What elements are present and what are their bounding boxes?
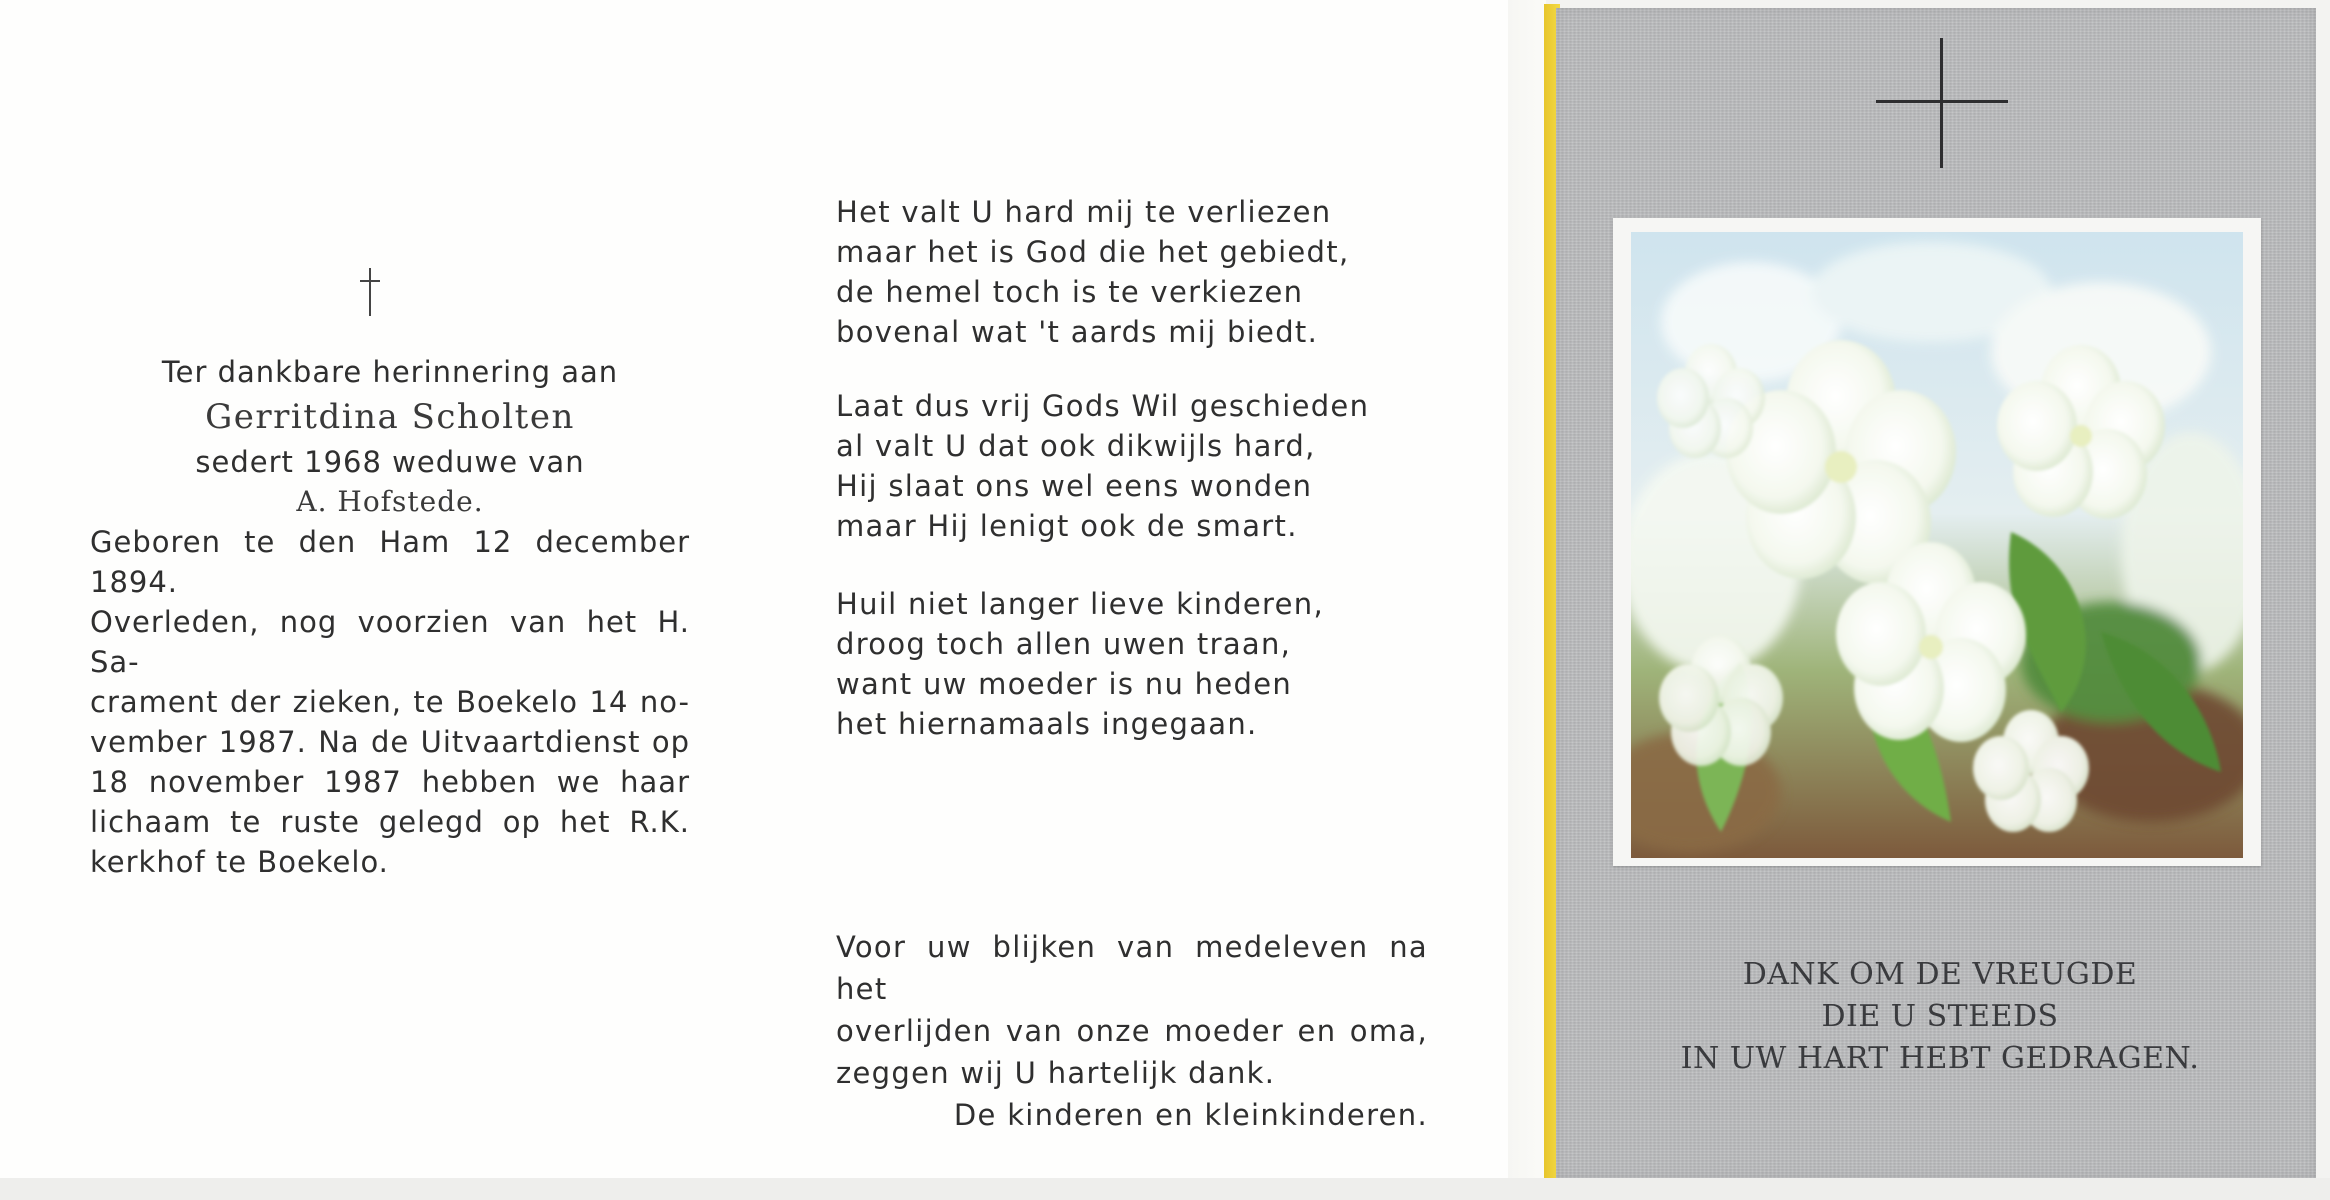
poem-line: Huil niet langer lieve kinderen, — [836, 587, 1324, 621]
signature: De kinderen en kleinkinderen. — [953, 1098, 1428, 1132]
thanks-line: zeggen wij U hartelijk dank. — [836, 1056, 1276, 1090]
poem-stanza — [836, 584, 1436, 744]
poem-line: al valt U dat ook dikwijls hard, — [836, 429, 1316, 463]
poem-line: droog toch allen uwen traan, — [836, 627, 1292, 661]
card-fold — [1508, 0, 1546, 1178]
bio-line: crament der zieken, te Boekelo 14 no- — [90, 685, 690, 719]
widow-line: sedert 1968 weduwe van — [195, 445, 585, 479]
cross-icon — [358, 268, 382, 316]
poem-line: Hij slaat ons wel eens wonden — [836, 469, 1313, 503]
scan-background — [0, 1178, 2330, 1200]
bio-line: Geboren te den Ham 12 december 1894. — [90, 525, 690, 599]
poem-line: maar Hij lenigt ook de smart. — [836, 509, 1298, 543]
blossom-photo-icon — [1631, 232, 2243, 858]
motto-line: IN UW HART HEBT GEDRAGEN. — [1680, 1041, 2200, 1076]
thanks-text — [836, 926, 1428, 1136]
motto-line: DANK OM DE VREUGDE — [1742, 957, 2138, 992]
bio-line: vember 1987. Na de Uitvaartdienst op — [90, 725, 690, 759]
poem-line: bovenal wat 't aards mij biedt. — [836, 315, 1319, 349]
poem-line: het hiernamaals ingegaan. — [836, 707, 1258, 741]
cover-motto — [1600, 954, 2280, 1080]
thanks-line: Voor uw blijken van medeleven na het — [836, 930, 1428, 1006]
poem-line: Het valt U hard mij te verliezen — [836, 195, 1332, 229]
obituary-text — [90, 352, 690, 882]
poem-line: Laat dus vrij Gods Wil geschieden — [836, 389, 1370, 423]
deceased-name: Gerritdina Scholten — [205, 397, 575, 437]
bio-line: 18 november 1987 hebben we haar — [90, 765, 690, 799]
spouse-name: A. Hofstede. — [296, 485, 484, 518]
photo-frame — [1613, 218, 2261, 866]
motto-line: DIE U STEEDS — [1821, 999, 2059, 1034]
poem-stanza — [836, 386, 1436, 546]
poem-line: maar het is God die het gebiedt, — [836, 235, 1350, 269]
poem-line: de hemel toch is te verkiezen — [836, 275, 1304, 309]
thanks-line: overlijden van onze moeder en oma, — [836, 1014, 1428, 1048]
bio-line: Overleden, nog voorzien van het H. Sa- — [90, 605, 690, 679]
poem-line: want uw moeder is nu heden — [836, 667, 1293, 701]
bio-line: lichaam te ruste gelegd op het R.K. — [90, 805, 690, 839]
bio-line: kerkhof te Boekelo. — [90, 845, 389, 879]
intro-line: Ter dankbare herinnering aan — [161, 355, 619, 389]
cross-icon — [1876, 38, 2008, 168]
poem-stanza — [836, 192, 1436, 352]
